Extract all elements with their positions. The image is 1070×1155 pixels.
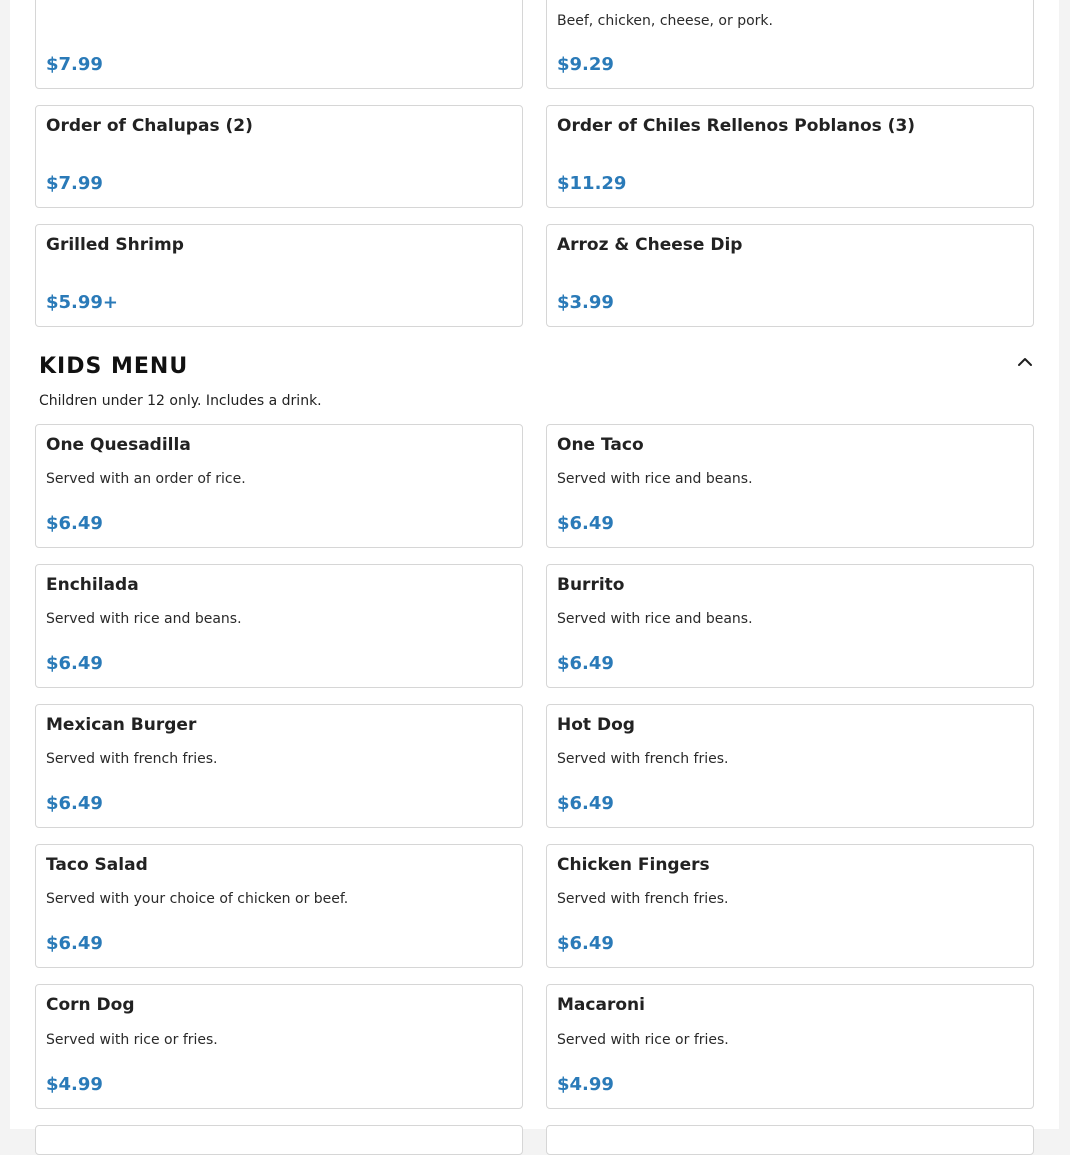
menu-item-card[interactable]: [546, 704, 1034, 828]
menu-item-card[interactable]: [546, 984, 1034, 1109]
menu-item-price: $6.49: [557, 653, 614, 674]
menu-item-price: $6.49: [46, 653, 103, 674]
menu-item-description: Served with rice or fries.: [557, 1032, 729, 1048]
menu-item-card[interactable]: [546, 844, 1034, 968]
menu-item-card[interactable]: [546, 224, 1034, 327]
menu-item-price: $4.99: [557, 1074, 614, 1095]
menu-item-name: Order of Chalupas (2): [46, 116, 253, 136]
menu-item-name: Mexican Burger: [46, 715, 197, 735]
menu-item-price: $9.29: [557, 54, 614, 75]
menu-item-description: Served with french fries.: [46, 751, 218, 767]
menu-item-card[interactable]: [35, 105, 523, 208]
menu-item-card[interactable]: [35, 224, 523, 327]
menu-item-price: $6.49: [557, 933, 614, 954]
menu-item-price: $6.49: [557, 513, 614, 534]
menu-item-card[interactable]: [35, 704, 523, 828]
menu-item-price: $6.49: [557, 793, 614, 814]
menu-item-name: Taco Salad: [46, 855, 148, 875]
section-collapse-button[interactable]: [1014, 352, 1036, 372]
section-title: KIDS MENU: [39, 354, 189, 379]
menu-item-name: Order of Chiles Rellenos Poblanos (3): [557, 116, 916, 136]
menu-item-price: $5.99+: [46, 292, 119, 313]
menu-item-price: $7.99: [46, 54, 103, 75]
menu-item-description: Served with your choice of chicken or beef.: [46, 891, 349, 907]
menu-item-card[interactable]: [35, 984, 523, 1109]
menu-item-card[interactable]: [546, 0, 1034, 89]
menu-item-card[interactable]: [546, 105, 1034, 208]
menu-item-card[interactable]: [546, 1125, 1034, 1155]
menu-item-name: Grilled Shrimp: [46, 235, 184, 255]
menu-item-price: $7.99: [46, 173, 103, 194]
menu-item-name: Chicken Fingers: [557, 855, 710, 875]
menu-item-name: One Quesadilla: [46, 435, 191, 455]
menu-item-price: $11.29: [557, 173, 627, 194]
menu-item-description: Served with french fries.: [557, 891, 729, 907]
menu-item-card[interactable]: [35, 0, 523, 89]
menu-item-card[interactable]: [35, 564, 523, 688]
chevron-up-icon: [1014, 352, 1036, 372]
menu-item-price: $6.49: [46, 793, 103, 814]
menu-item-card[interactable]: [546, 424, 1034, 548]
menu-item-description: Served with rice and beans.: [46, 611, 242, 627]
menu-item-price: $6.49: [46, 513, 103, 534]
menu-item-card[interactable]: [35, 1125, 523, 1155]
menu-item-card[interactable]: [546, 564, 1034, 688]
menu-item-description: Served with rice and beans.: [557, 471, 753, 487]
menu-item-name: Hot Dog: [557, 715, 635, 735]
menu-item-name: Corn Dog: [46, 995, 135, 1015]
menu-item-name: Arroz & Cheese Dip: [557, 235, 743, 255]
menu-item-description: Beef, chicken, cheese, or pork.: [557, 13, 773, 29]
menu-item-name: Burrito: [557, 575, 625, 595]
section-subtitle: Children under 12 only. Includes a drink.: [39, 393, 322, 409]
menu-item-price: $6.49: [46, 933, 103, 954]
menu-item-name: Macaroni: [557, 995, 645, 1015]
menu-item-description: Served with french fries.: [557, 751, 729, 767]
menu-item-price: $4.99: [46, 1074, 103, 1095]
menu-item-card[interactable]: [35, 844, 523, 968]
menu-page: [10, 0, 1059, 1129]
menu-item-name: One Taco: [557, 435, 644, 455]
menu-item-price: $3.99: [557, 292, 614, 313]
menu-item-description: Served with rice and beans.: [557, 611, 753, 627]
menu-item-name: Enchilada: [46, 575, 139, 595]
menu-item-description: Served with rice or fries.: [46, 1032, 218, 1048]
menu-item-card[interactable]: [35, 424, 523, 548]
menu-item-description: Served with an order of rice.: [46, 471, 246, 487]
